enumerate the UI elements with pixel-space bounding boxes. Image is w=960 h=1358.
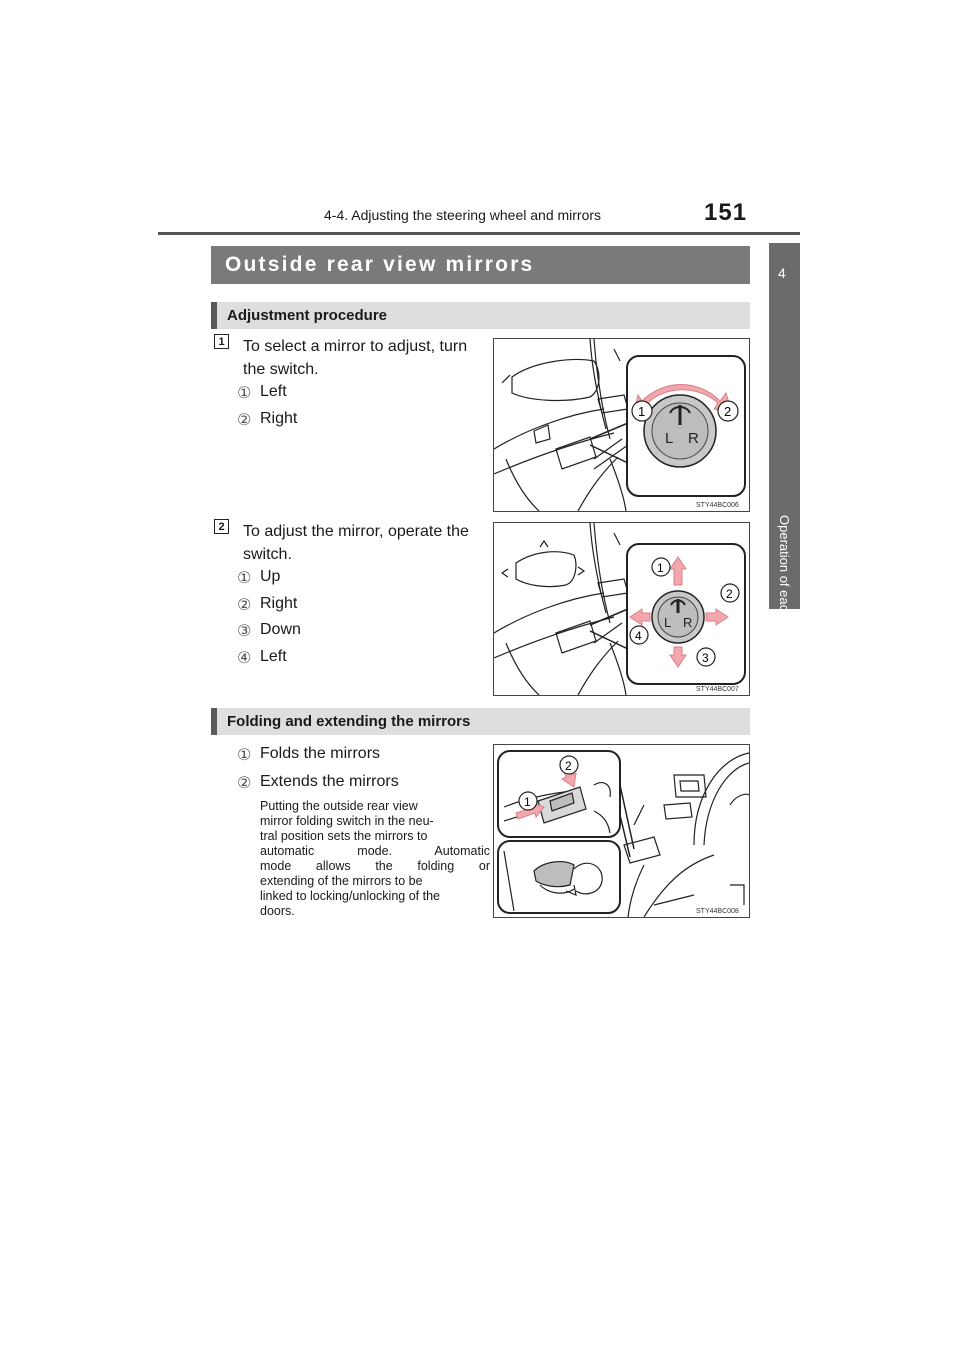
callout-2-label: 2 <box>726 587 733 601</box>
step-2-item-3-marker: ③ <box>237 621 252 640</box>
step-2-item-2-marker: ② <box>237 595 252 614</box>
folding-item-2-label: Extends the mirrors <box>260 773 399 790</box>
folding-heading: Folding and extending the mirrors <box>227 713 471 730</box>
step-1-item-2-marker: ② <box>237 410 252 429</box>
step-2-item-3-label: Down <box>260 621 301 638</box>
note-line-8: doors. <box>260 904 295 918</box>
callout-3-label: 3 <box>702 651 709 665</box>
mirror-outline <box>516 552 576 587</box>
note-line-1: Putting the outside rear view <box>260 799 418 813</box>
step-2-item-4-marker: ④ <box>237 648 252 667</box>
step-2-line-1: To adjust the mirror, operate the <box>243 523 469 540</box>
note-line-4: automatic mode. Automatic <box>260 844 490 858</box>
step-2-item-1-marker: ① <box>237 568 252 587</box>
note-line-6: extending of the mirrors to be <box>260 874 423 888</box>
callout-1-label: 1 <box>638 404 646 419</box>
running-header-section: 4-4. Adjusting the steering wheel and mirrors <box>324 207 602 223</box>
figure-mirror-folding-drawing <box>494 745 749 917</box>
folding-item-1-label: Folds the mirrors <box>260 745 381 762</box>
adjustment-heading-bar <box>211 302 750 329</box>
callout-1-label: 1 <box>524 795 531 809</box>
figure-mirror-select <box>493 338 750 512</box>
switch-label-r: R <box>683 615 693 630</box>
folding-heading-bar <box>211 708 750 735</box>
note-line-2: mirror folding switch in the neu- <box>260 814 434 828</box>
folding-item-1-marker: ① <box>237 745 252 764</box>
automatic-mode-note <box>260 799 490 919</box>
step-1-item-1-label: Left <box>260 383 287 400</box>
header-rule <box>158 232 800 235</box>
switch-label-r: R <box>688 430 699 447</box>
figure-mirror-adjust <box>493 522 750 696</box>
switch-label-l: L <box>664 615 672 630</box>
section-title-bar <box>211 246 750 284</box>
figure-2-code: STY44BC007 <box>696 686 739 693</box>
step-1-line-1: To select a mirror to adjust, turn <box>243 338 468 355</box>
switch-panel-small <box>624 837 660 863</box>
switch-label-l: L <box>665 430 674 447</box>
note-line-5: mode allows the folding or <box>260 859 490 873</box>
switch-panel <box>556 621 596 653</box>
figure-3-code: STY44BC008 <box>696 908 739 915</box>
callout-1-label: 1 <box>657 561 664 575</box>
page-title: Outside rear view mirrors <box>225 253 535 276</box>
step-2-line-2: switch. <box>243 546 292 563</box>
figure-mirror-adjust-drawing <box>494 523 749 695</box>
step-1-item-2-label: Right <box>260 410 298 427</box>
switch-panel <box>556 437 596 469</box>
step-2-item-4-label: Left <box>260 648 287 665</box>
note-line-3: tral position sets the mirrors to <box>260 829 428 843</box>
step-2-box: 2 <box>214 519 229 534</box>
step-2-item-2-label: Right <box>260 595 298 612</box>
step-1-item-1-marker: ① <box>237 383 252 402</box>
step-1-line-2: the switch. <box>243 361 319 378</box>
chapter-title: Operation of each component <box>777 515 792 687</box>
callout-2-label: 2 <box>724 404 732 419</box>
step-2-item-1-label: Up <box>260 568 281 585</box>
note-line-7: linked to locking/unlocking of the <box>260 889 440 903</box>
callout-4-label: 4 <box>635 629 642 643</box>
figure-1-code: STY44BC006 <box>696 502 739 509</box>
step-1-box: 1 <box>214 334 229 349</box>
callout-2-label: 2 <box>565 759 572 773</box>
figure-mirror-select-drawing <box>494 339 749 511</box>
folding-item-2-marker: ② <box>237 773 252 792</box>
mirror-outline <box>512 360 599 401</box>
chapter-number: 4 <box>778 265 786 281</box>
adjustment-heading: Adjustment procedure <box>227 307 388 324</box>
page-number: 151 <box>704 199 748 226</box>
figure-mirror-folding <box>493 744 750 918</box>
